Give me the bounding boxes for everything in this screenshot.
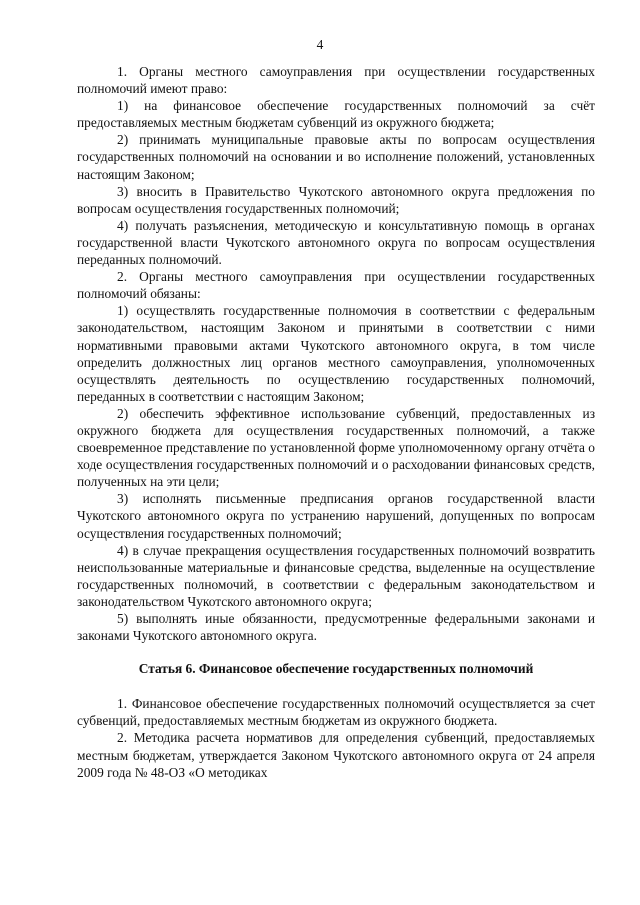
paragraph-duty-5: 5) выполнять иные обязанности, предусмотренные федеральными законами и законами Чукотского автономного округа.: [77, 611, 595, 644]
paragraph-right-2: 2) принимать муниципальные правовые акты по вопросам осуществления государственных полномочий на основании и во исполнение положений, установленных настоящим Законом;: [77, 132, 595, 182]
paragraph-duties-intro: 2. Органы местного самоуправления при осуществлении государственных полномочий обязаны:: [77, 269, 595, 302]
article-heading: Статья 6. Финансовое обеспечение государственных полномочий: [138, 661, 534, 677]
document-body: [77, 63, 595, 781]
paragraph-financing-2: 2. Методика расчета нормативов для определения субвенций, предоставляемых местным бюджетам, утверждается Законом Чукотского автономного округа от 24 апреля 2009 года № 48-ОЗ «О методиках: [77, 730, 595, 780]
paragraph-duty-2: 2) обеспечить эффективное использование субвенций, предоставленных из окружного бюджета для осуществления государственных полномочий, а также своевременное представление по установленной форме уполномоченному органу отчёта о ходе осуществления государственных полномочий и о расходовании финансовых средств, полученных на эти цели;: [77, 405, 595, 490]
paragraph-rights-intro: 1. Органы местного самоуправления при осуществлении государственных полномочий имеют право:: [77, 64, 595, 97]
paragraph-duty-3: 3) исполнять письменные предписания органов государственной власти Чукотского автономного округа по устранению нарушений, допущенных по вопросам осуществления государственных полномочий;: [77, 491, 595, 541]
paragraph-duty-1: 1) осуществлять государственные полномочия в соответствии с федеральным законодательством, настоящим Законом и принятыми в соответствии с ними нормативными правовыми актами Чукотского автономного округа, в том числе определить должностных лиц органов местного самоуправления, уполномоченных осуществлять деятельность по осуществлению государственных полномочий, переданных в соответствии с настоящим Законом;: [77, 303, 595, 404]
paragraph-right-1: 1) на финансовое обеспечение государственных полномочий за счёт предоставляемых местным бюджетам субвенций из окружного бюджета;: [77, 98, 595, 131]
paragraph-duty-4: 4) в случае прекращения осуществления государственных полномочий возвратить неиспользованные материальные и финансовые средства, выделенные на осуществление государственных полномочий, в соответствии с федеральным законодательством и законодательством Чукотского автономного округа;: [77, 542, 595, 609]
paragraph-right-4: 4) получать разъяснения, методическую и консультативную помощь в органах государственной власти Чукотского автономного округа по вопросам осуществления переданных полномочий.: [77, 217, 595, 268]
paragraph-financing-1: 1. Финансовое обеспечение государственных полномочий осуществляется за счет субвенций, предоставляемых местным бюджетам из окружного бюджета.: [77, 696, 595, 729]
page-number: 4: [316, 37, 324, 52]
paragraph-right-3: 3) вносить в Правительство Чукотского автономного округа предложения по вопросам осуществления государственных полномочий;: [77, 183, 595, 216]
